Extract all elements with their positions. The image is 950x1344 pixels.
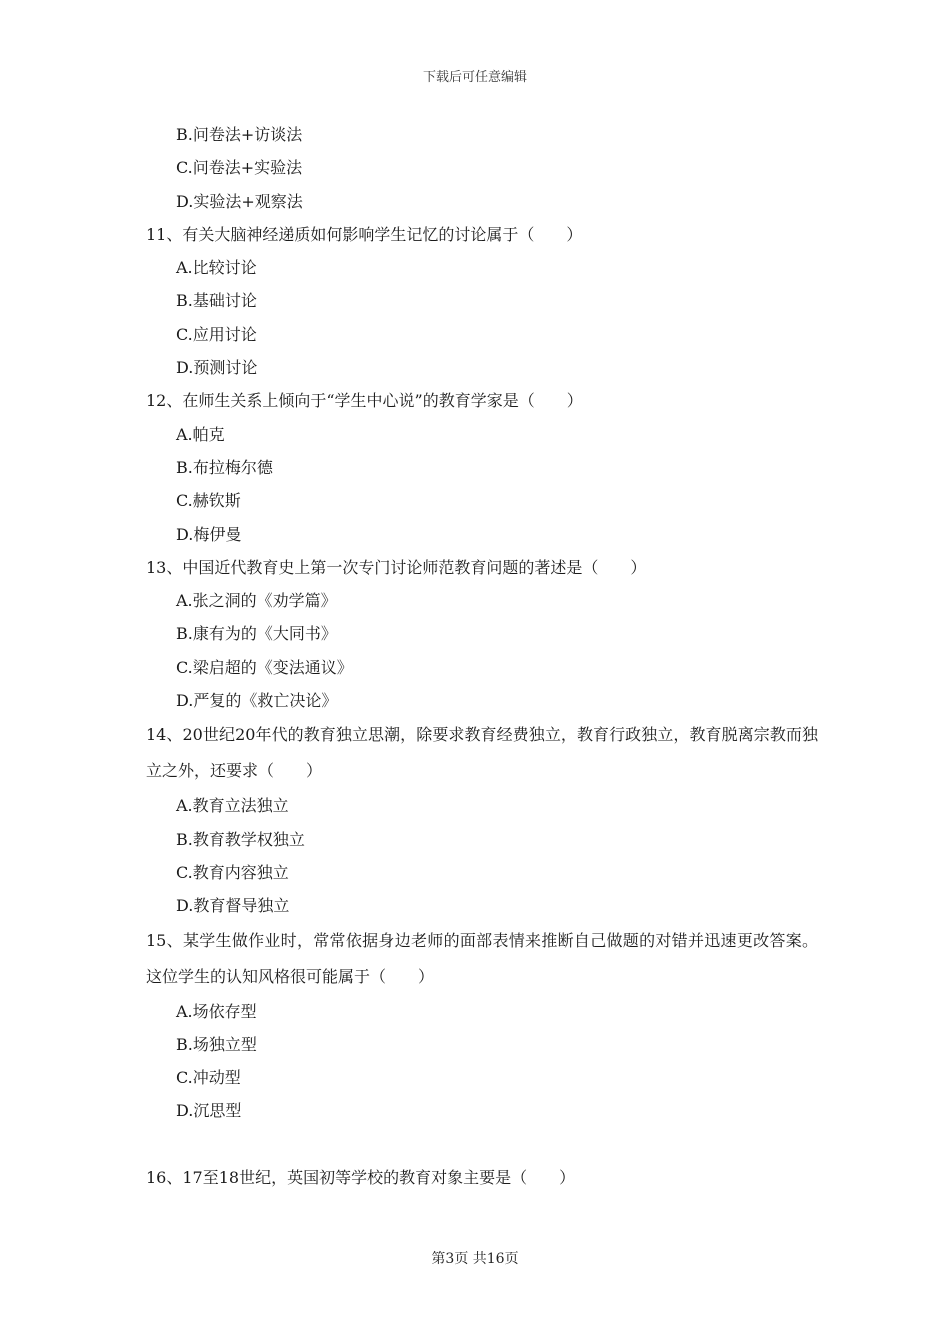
- question-12: 12、在师生关系上倾向于“学生中心说”的教育学家是（ ）: [146, 391, 583, 411]
- option-c-prev: C.问卷法+实验法: [176, 158, 303, 178]
- question-content: [146, 118, 818, 1194]
- q11-option-c: C.应用讨论: [176, 324, 257, 344]
- q14-option-d: D.教育督导独立: [176, 896, 290, 916]
- q15-option-c: C.冲动型: [176, 1068, 241, 1088]
- q13-option-b: B.康有为的《大同书》: [176, 624, 337, 644]
- question-16: 16、17至18世纪，英国初等学校的教育对象主要是（ ）: [146, 1167, 576, 1187]
- q12-option-d: D.梅伊曼: [176, 524, 242, 544]
- blank-spacer: [146, 1128, 818, 1161]
- q11-option-d: D.预测讨论: [176, 358, 258, 378]
- q13-option-c: C.梁启超的《变法通议》: [176, 657, 353, 677]
- question-14: 14、20世纪20年代的教育独立思潮，除要求教育经费独立，教育行政独立，教育脱离宗教而独立之外，还要求（ ）: [146, 725, 818, 781]
- question-15: 15、某学生做作业时，常常依据身边老师的面部表情来推断自己做题的对错并迅速更改答案。这位学生的认知风格很可能属于（ ）: [146, 930, 818, 986]
- question-11: 11、有关大脑神经递质如何影响学生记忆的讨论属于（ ）: [146, 224, 583, 244]
- q14-option-c: C.教育内容独立: [176, 862, 289, 882]
- q13-option-a: A.张之洞的《劝学篇》: [176, 591, 337, 611]
- q15-option-a: A.场依存型: [176, 1001, 257, 1021]
- q12-option-c: C.赫钦斯: [176, 491, 241, 511]
- q14-option-b: B.教育教学权独立: [176, 829, 305, 849]
- q14-option-a: A.教育立法独立: [176, 796, 289, 816]
- q13-option-d: D.严复的《救亡决论》: [176, 691, 338, 711]
- q11-option-a: A.比较讨论: [176, 258, 257, 278]
- q12-option-a: A.帕克: [176, 424, 225, 444]
- q15-option-d: D.沉思型: [176, 1101, 242, 1121]
- q11-option-b: B.基础讨论: [176, 291, 257, 311]
- option-d-prev: D.实验法+观察法: [176, 191, 303, 211]
- option-b-prev: B.问卷法+访谈法: [176, 125, 303, 144]
- page-header: 下载后可任意编辑: [422, 70, 527, 85]
- q15-option-b: B.场独立型: [176, 1034, 257, 1054]
- page-footer: 第3页 共16页: [431, 1251, 519, 1267]
- question-13: 13、中国近代教育史上第一次专门讨论师范教育问题的著述是（ ）: [146, 557, 647, 577]
- q12-option-b: B.布拉梅尔德: [176, 457, 273, 477]
